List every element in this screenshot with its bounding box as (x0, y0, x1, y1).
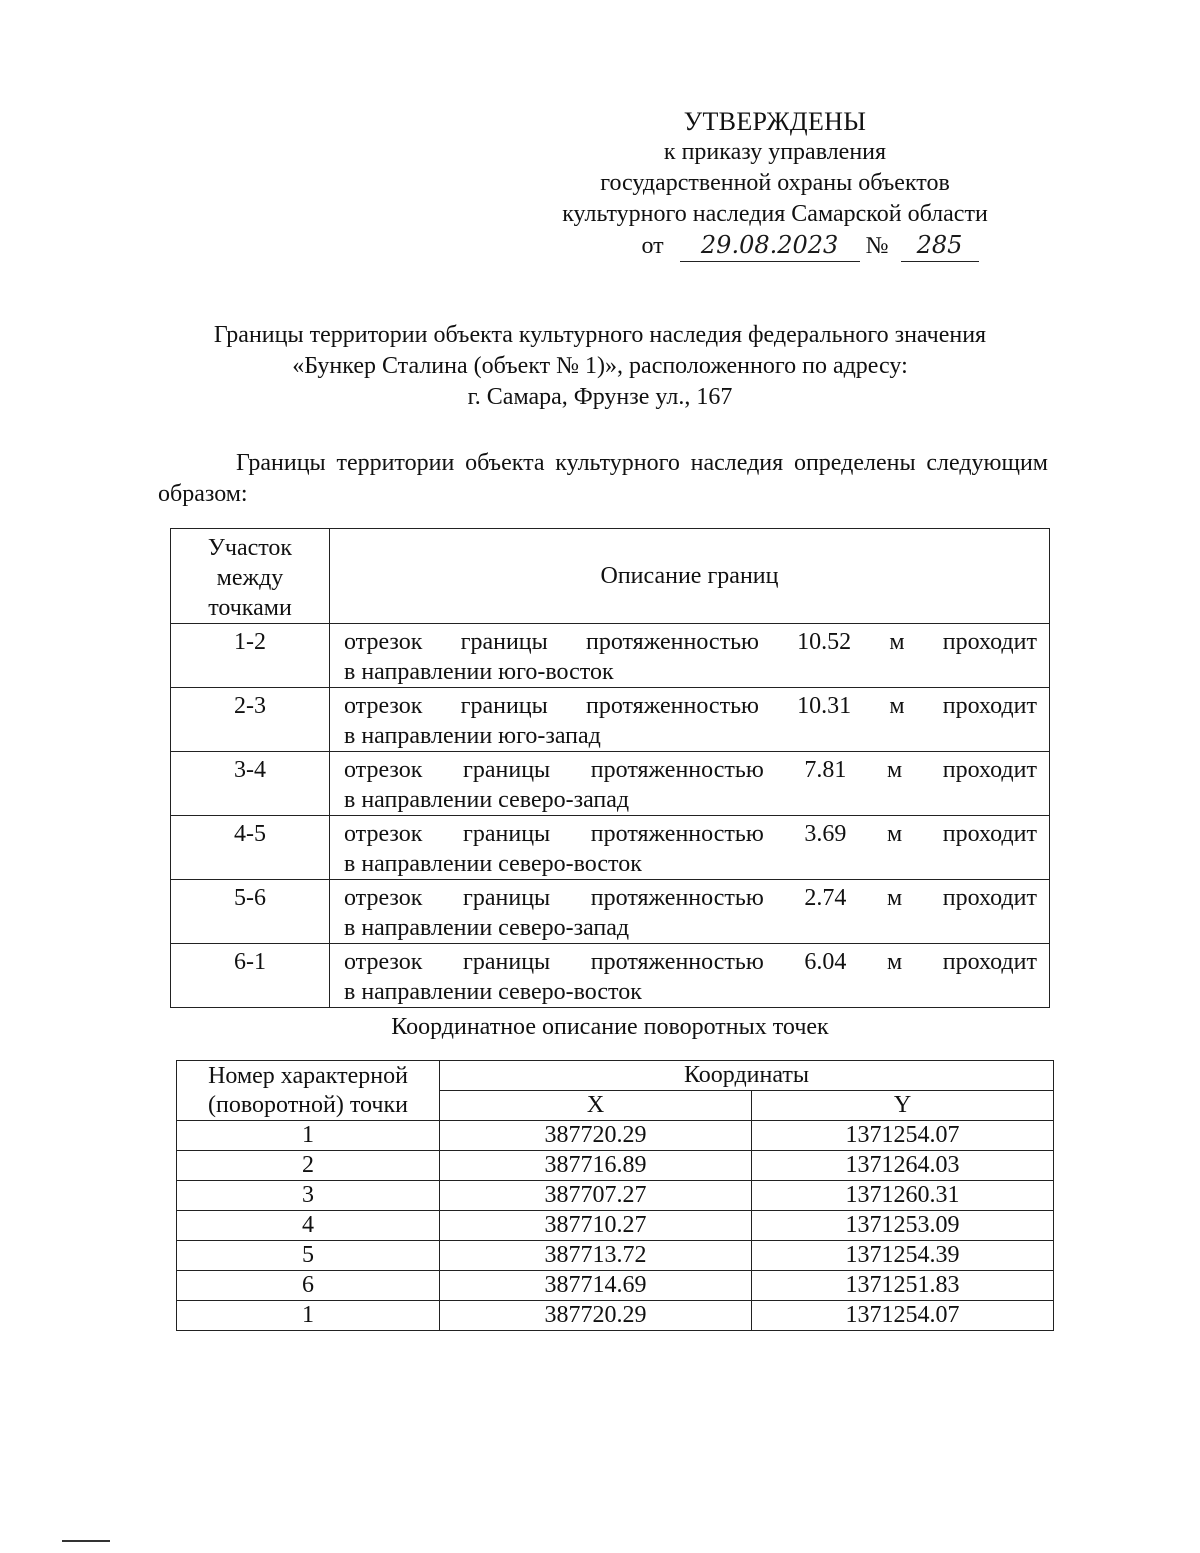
point-number-cell: 3 (177, 1181, 440, 1211)
coordinate-row (177, 1271, 1054, 1301)
point-number-cell: 6 (177, 1271, 440, 1301)
y-coordinate-cell: 1371254.39 (752, 1241, 1054, 1271)
x-coordinate-cell: 387714.69 (440, 1271, 752, 1301)
header-point-cell (177, 1061, 440, 1121)
description-word: проходит (942, 949, 1037, 975)
coordinate-row (177, 1121, 1054, 1151)
description-line-1 (344, 627, 1037, 657)
from-label: от (641, 233, 664, 259)
y-coordinate-cell: 1371251.83 (752, 1271, 1054, 1301)
length-unit: м (886, 885, 903, 911)
description-word: проходит (942, 757, 1037, 783)
description-line-1 (344, 755, 1037, 785)
coordinate-row (177, 1241, 1054, 1271)
approval-line-3: культурного наследия Самарской области (562, 201, 988, 227)
x-coordinate-cell: 387713.72 (440, 1241, 752, 1271)
point-number-cell: 1 (177, 1301, 440, 1331)
description-line-1 (344, 947, 1037, 977)
header-segment-line: между (216, 565, 284, 591)
segment-cell: 2-3 (171, 688, 330, 752)
description-word: протяженностью (585, 693, 759, 719)
description-cell (330, 816, 1050, 880)
description-word: протяженностью (590, 821, 764, 847)
segment-cell: 5-6 (171, 880, 330, 944)
description-word: отрезок (344, 885, 423, 911)
x-coordinate-cell: 387710.27 (440, 1211, 752, 1241)
boundary-row (171, 752, 1050, 816)
segment-cell: 1-2 (171, 624, 330, 688)
point-number-cell: 1 (177, 1121, 440, 1151)
coordinates-caption: Координатное описание поворотных точек (391, 1014, 829, 1040)
y-coordinate-cell: 1371254.07 (752, 1121, 1054, 1151)
length-value: 3.69 (804, 821, 847, 847)
header-segment-line: Участок (207, 535, 293, 561)
y-coordinate-cell: 1371254.07 (752, 1301, 1054, 1331)
approval-heading: УТВЕРЖДЕНЫ (683, 107, 867, 136)
y-coordinate-cell: 1371253.09 (752, 1211, 1054, 1241)
length-unit: м (889, 629, 905, 655)
x-coordinate-cell: 387716.89 (440, 1151, 752, 1181)
length-value: 2.74 (804, 885, 847, 911)
direction-text: в направлении северо-восток (344, 851, 642, 877)
x-coordinate-cell: 387720.29 (440, 1301, 752, 1331)
header-point-line: Номер характерной (208, 1062, 408, 1089)
description-word: проходит (942, 629, 1037, 655)
point-number-cell: 5 (177, 1241, 440, 1271)
boundary-row (171, 880, 1050, 944)
description-word: отрезок (344, 821, 423, 847)
description-cell (330, 688, 1050, 752)
description-word: протяженностью (585, 629, 759, 655)
title-line-3: г. Самара, Фрунзе ул., 167 (467, 384, 733, 410)
length-value: 7.81 (804, 757, 847, 783)
coordinate-row (177, 1211, 1054, 1241)
boundaries-header-row (171, 529, 1050, 624)
approval-block (520, 106, 1030, 262)
segment-cell: 6-1 (171, 944, 330, 1008)
corner-mark (62, 1540, 110, 1542)
handwritten-date: 29.08.2023 (680, 230, 860, 262)
direction-text: в направлении юго-восток (344, 659, 614, 685)
description-cell (330, 944, 1050, 1008)
length-value: 10.31 (797, 693, 852, 719)
handwritten-number: 285 (901, 230, 979, 262)
header-segment-cell (171, 529, 330, 624)
description-cell (330, 752, 1050, 816)
coordinates-header-row (177, 1061, 1054, 1091)
length-unit: м (889, 693, 905, 719)
title-line-1: Границы территории объекта культурного наследия федерального значения (213, 322, 987, 348)
length-unit: м (886, 821, 903, 847)
header-segment-line: точками (208, 595, 292, 621)
length-value: 10.52 (797, 629, 852, 655)
description-line-1 (344, 819, 1037, 849)
length-value: 6.04 (804, 949, 847, 975)
description-word: протяженностью (590, 885, 764, 911)
boundary-row (171, 816, 1050, 880)
description-word: отрезок (344, 629, 423, 655)
description-cell (330, 624, 1050, 688)
description-word: отрезок (344, 949, 423, 975)
header-description-cell: Описание границ (330, 529, 1050, 624)
description-line-1 (344, 883, 1037, 913)
header-coords-cell: Координаты (440, 1061, 1054, 1091)
length-unit: м (886, 949, 903, 975)
header-x-cell: X (440, 1091, 752, 1121)
boundary-row (171, 688, 1050, 752)
title-line-2: «Бункер Сталина (объект № 1)», расположенного по адресу: (292, 353, 908, 379)
boundary-row (171, 944, 1050, 1008)
segment-cell: 4-5 (171, 816, 330, 880)
boundaries-table (170, 528, 1050, 1008)
coordinate-row (177, 1181, 1054, 1211)
approval-line-2: государственной охраны объектов (600, 170, 950, 196)
description-word: границы (463, 949, 551, 975)
description-word: отрезок (344, 757, 423, 783)
description-cell (330, 880, 1050, 944)
description-word: отрезок (344, 693, 423, 719)
direction-text: в направлении юго-запад (344, 723, 601, 749)
description-word: протяженностью (590, 949, 764, 975)
y-coordinate-cell: 1371264.03 (752, 1151, 1054, 1181)
description-line-1 (344, 691, 1037, 721)
boundary-row (171, 624, 1050, 688)
approval-line-1: к приказу управления (663, 139, 887, 165)
coordinates-table (176, 1060, 1054, 1331)
direction-text: в направлении северо-запад (344, 915, 630, 941)
description-word: проходит (942, 821, 1037, 847)
coordinate-rows (177, 1121, 1054, 1331)
order-date-number-line (590, 230, 1030, 262)
header-y-cell: Y (752, 1091, 1054, 1121)
document-title (150, 320, 1050, 413)
x-coordinate-cell: 387707.27 (440, 1181, 752, 1211)
description-word: границы (463, 757, 551, 783)
boundary-rows (171, 624, 1050, 1008)
description-word: протяженностью (590, 757, 764, 783)
coordinate-row (177, 1151, 1054, 1181)
description-word: границы (463, 885, 551, 911)
description-word: проходит (942, 693, 1037, 719)
x-coordinate-cell: 387720.29 (440, 1121, 752, 1151)
description-word: границы (463, 821, 551, 847)
point-number-cell: 2 (177, 1151, 440, 1181)
coordinate-row (177, 1301, 1054, 1331)
direction-text: в направлении северо-восток (344, 979, 642, 1005)
number-label: № (865, 233, 889, 259)
segment-cell: 3-4 (171, 752, 330, 816)
intro-text: Границы территории объекта культурного наследия определены следующим образом: (158, 450, 1048, 507)
header-point-line: (поворотной) точки (208, 1091, 408, 1118)
point-number-cell: 4 (177, 1211, 440, 1241)
intro-paragraph (158, 448, 1048, 510)
description-word: границы (460, 693, 548, 719)
description-word: границы (460, 629, 548, 655)
y-coordinate-cell: 1371260.31 (752, 1181, 1054, 1211)
direction-text: в направлении северо-запад (344, 787, 630, 813)
length-unit: м (886, 757, 903, 783)
description-word: проходит (942, 885, 1037, 911)
